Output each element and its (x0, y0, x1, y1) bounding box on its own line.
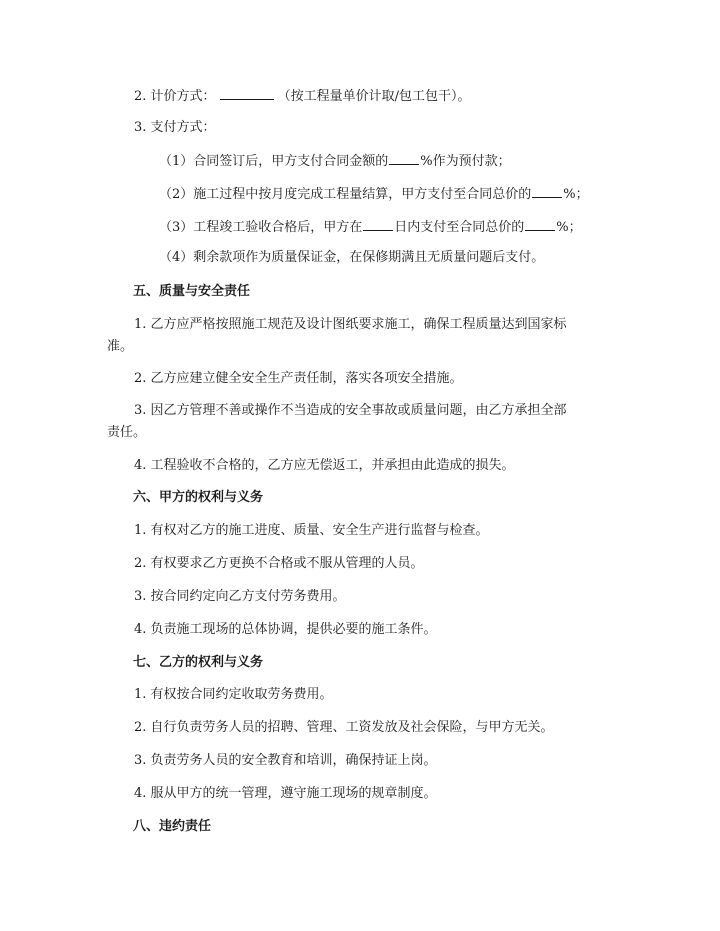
item-number: 2. (134, 556, 147, 571)
sub-item-text: （3）工程竣工验收合格后，甲方在 (159, 220, 363, 235)
item-number: 1. (134, 523, 147, 538)
section-heading: 八、违约责任 (133, 819, 212, 834)
pricing-method-item (134, 86, 470, 106)
item-text: 有权按合同约定收取劳务费用。 (150, 687, 333, 702)
item-text: 服从甲方的统一管理，遵守施工现场的规章制度。 (150, 786, 437, 801)
sub-item-text: %； (556, 220, 582, 235)
item-label: 计价方式： (150, 89, 216, 104)
blank-field (532, 184, 562, 198)
item-continuation: 责任。 (107, 425, 147, 440)
list-item (134, 719, 554, 737)
blank-field (525, 217, 555, 231)
section-heading: 六、甲方的权利与义务 (133, 490, 264, 505)
payment-sub-item (159, 249, 544, 267)
list-item (134, 588, 346, 606)
sub-item-text: %； (563, 187, 589, 202)
list-item (134, 457, 515, 475)
list-item (134, 686, 333, 704)
item-number: 2. (134, 371, 147, 386)
item-number: 2. (134, 720, 147, 735)
item-number: 1. (134, 317, 147, 332)
sub-item-text: （1）合同签订后，甲方支付合同金额的 (159, 154, 389, 169)
item-text: 工程验收不合格的，乙方应无偿返工，并承担由此造成的损失。 (150, 458, 515, 473)
section-heading: 五、质量与安全责任 (133, 284, 251, 299)
item-text: 自行负责劳务人员的招聘、管理、工资发放及社会保险，与甲方无关。 (150, 720, 554, 735)
item-number: 1. (134, 687, 147, 702)
item-number: 4. (134, 622, 147, 637)
item-text: 负责施工现场的总体协调，提供必要的施工条件。 (150, 622, 437, 637)
payment-sub-item (159, 151, 511, 171)
list-item (134, 522, 489, 540)
item-number: 4. (134, 786, 147, 801)
sub-item-text: （2）施工过程中按月度完成工程量结算，甲方支付至合同总价的 (159, 187, 532, 202)
blank-field (363, 217, 393, 231)
list-item (134, 555, 424, 573)
item-continuation: 准。 (107, 339, 134, 354)
item-text: 因乙方管理不善或操作不当造成的安全事故或质量问题，由乙方承担全部 (150, 403, 567, 418)
payment-sub-item (159, 217, 582, 237)
item-text: 有权对乙方的施工进度、质量、安全生产进行监督与检查。 (150, 523, 489, 538)
blank-field (220, 86, 274, 100)
item-number: 4. (134, 458, 147, 473)
item-text: 有权要求乙方更换不合格或不服从管理的人员。 (150, 556, 424, 571)
sub-item-text: （4）剩余款项作为质量保证金，在保修期满且无质量问题后支付。 (159, 250, 545, 265)
item-number: 3. (134, 403, 147, 418)
list-item (134, 752, 437, 770)
item-text: （按工程量单价计取/包工包干）。 (277, 89, 471, 104)
payment-sub-item (159, 184, 589, 204)
list-item (134, 621, 437, 639)
section-heading: 七、乙方的权利与义务 (133, 655, 264, 670)
item-text: 按合同约定向乙方支付劳务费用。 (150, 589, 346, 604)
list-item (134, 785, 437, 803)
blank-field (389, 151, 419, 165)
item-text: 负责劳务人员的安全教育和培训，确保持证上岗。 (150, 753, 437, 768)
item-text: 乙方应严格按照施工规范及设计图纸要求施工，确保工程质量达到国家标 (150, 317, 567, 332)
item-number: 3. (134, 753, 147, 768)
list-item (134, 402, 567, 420)
item-text: 乙方应建立健全安全生产责任制，落实各项安全措施。 (150, 371, 463, 386)
item-label: 支付方式： (150, 120, 216, 135)
item-number: 3. (134, 589, 147, 604)
payment-method-item (134, 119, 216, 137)
list-item (134, 370, 463, 388)
item-number: 2. (134, 89, 147, 104)
item-number: 3. (134, 120, 147, 135)
list-item (134, 316, 567, 334)
sub-item-text: %作为预付款； (420, 154, 511, 169)
sub-item-text: 日内支付至合同总价的 (394, 220, 525, 235)
